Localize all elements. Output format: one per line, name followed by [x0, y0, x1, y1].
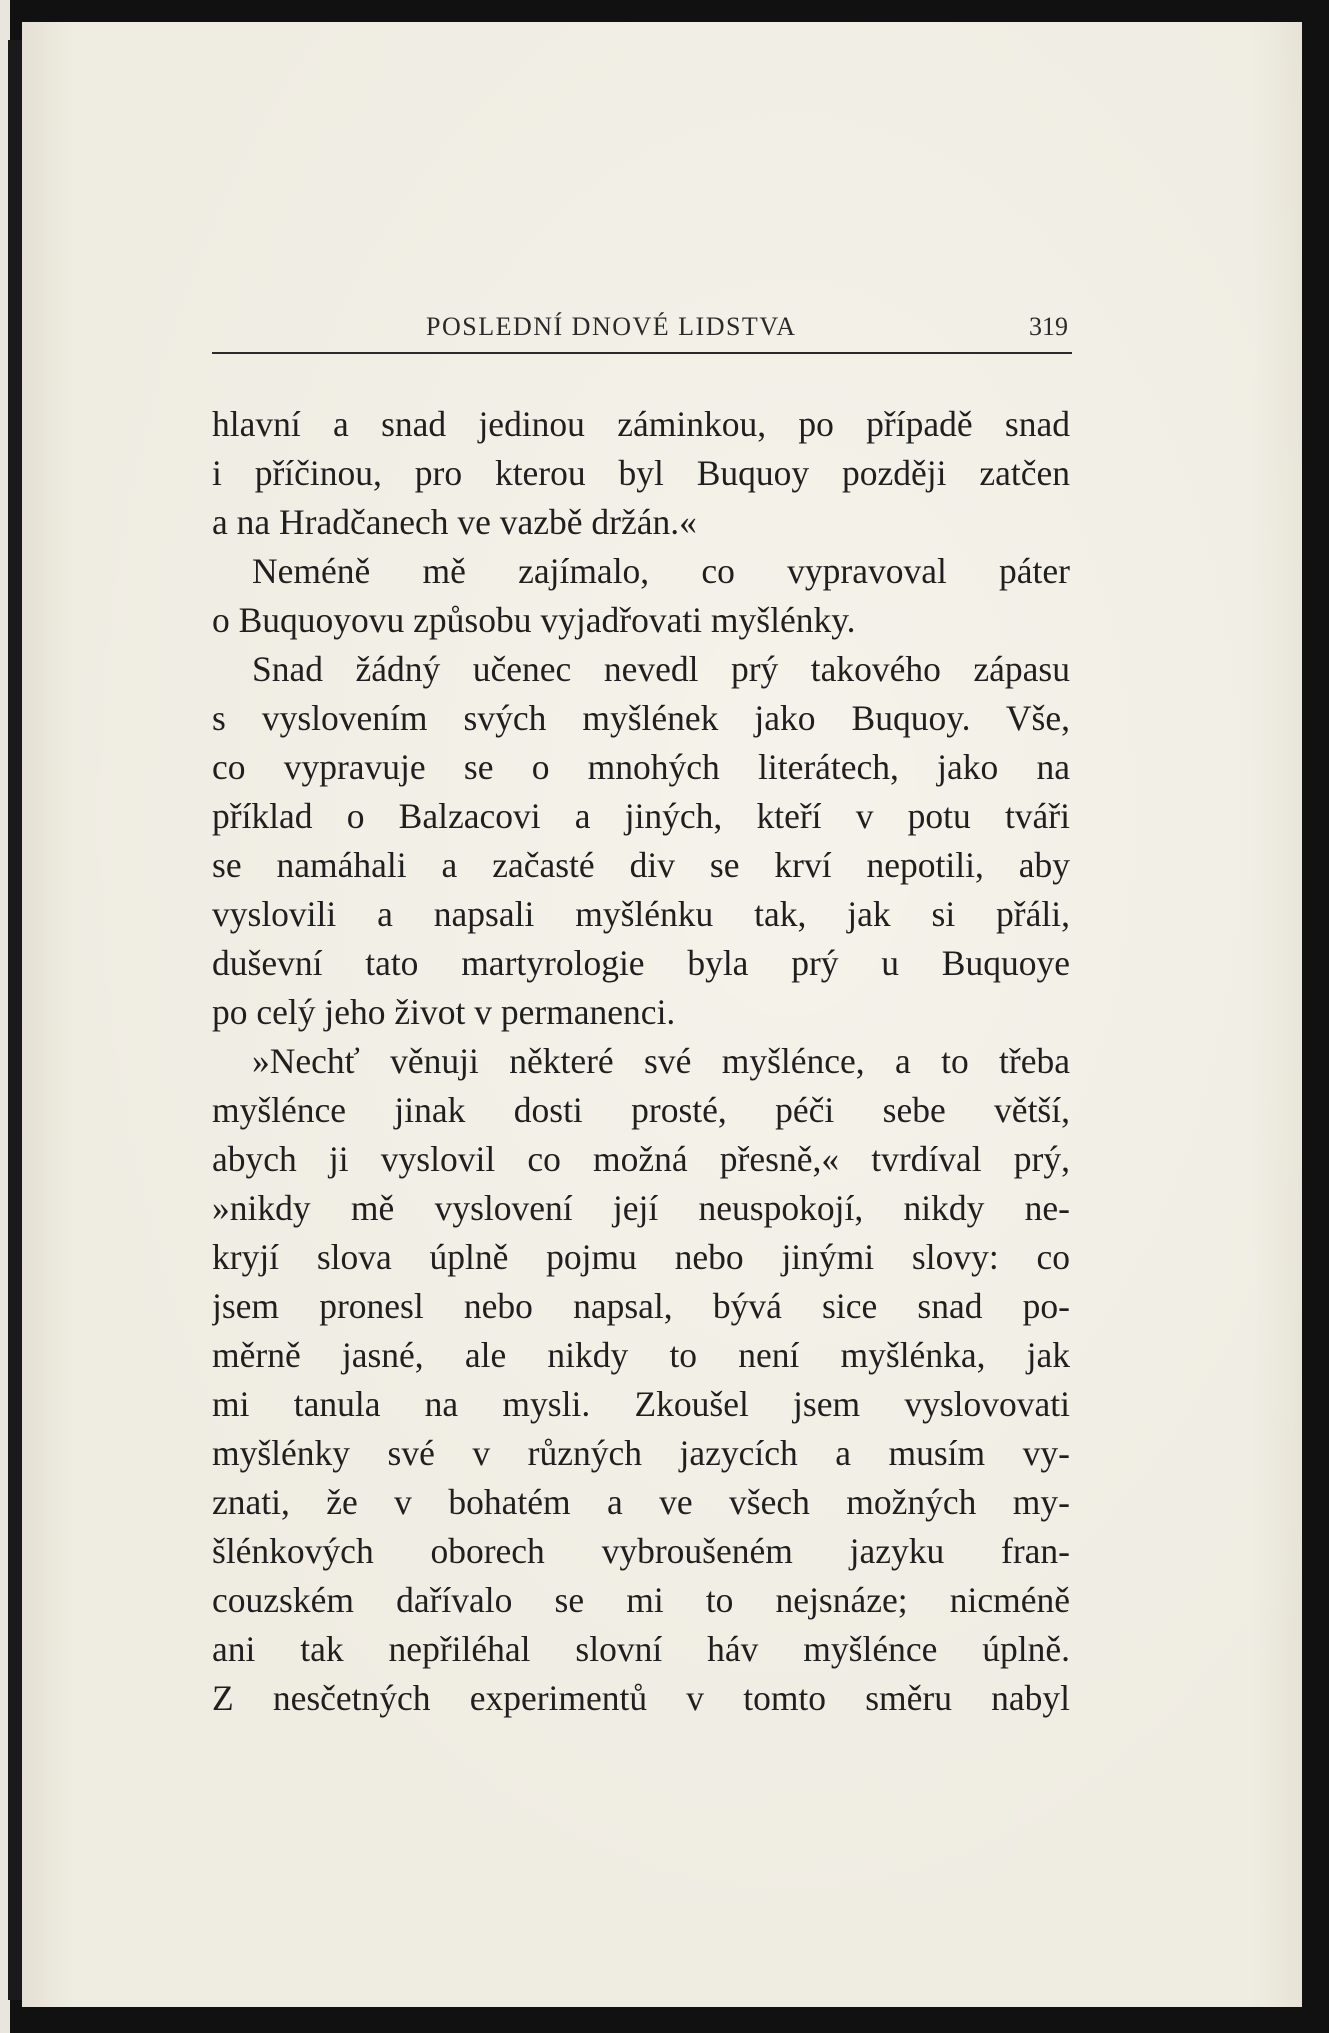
text-line: i příčinou, pro kterou byl Buquoy později zatčen: [212, 453, 1070, 493]
text-line: myšlénky své v různých jazycích a musím vy-: [212, 1433, 1070, 1473]
text-line: se namáhali a začasté div se krví nepotili, aby: [212, 845, 1070, 885]
running-head: [212, 308, 1072, 356]
text-line: duševní tato martyrologie byla prý u Buquoye: [212, 943, 1070, 983]
text-line: o Buquoyovu způsobu vyjadřovati myšlénky.: [212, 600, 856, 640]
header-rule: [212, 352, 1072, 354]
text-line: myšlénce jinak dosti prosté, péči sebe větší,: [212, 1090, 1070, 1130]
text-line: příklad o Balzacovi a jiných, kteří v potu tváři: [212, 796, 1070, 836]
text-line: abych ji vyslovil co možná přesně,« tvrdíval prý,: [212, 1139, 1070, 1179]
text-line: a na Hradčanech ve vazbě držán.«: [212, 502, 697, 542]
text-line: ani tak nepřiléhal slovní háv myšlénce úplně.: [212, 1629, 1070, 1669]
running-title: POSLEDNÍ DNOVÉ LIDSTVA: [426, 312, 797, 341]
text-line: s vyslovením svých myšlének jako Buquoy. Vše,: [212, 698, 1070, 738]
text-line: po celý jeho život v permanenci.: [212, 992, 676, 1032]
spine-shadow: [8, 40, 22, 2000]
text-line: mi tanula na mysli. Zkoušel jsem vyslovovati: [212, 1384, 1070, 1424]
text-line: couzském dařívalo se mi to nejsnáze; nicméně: [212, 1580, 1070, 1620]
text-line: Neméně mě zajímalo, co vypravoval páter: [252, 551, 1070, 591]
text-line: »Nechť věnuji některé své myšlénce, a to třeba: [252, 1041, 1070, 1081]
text-line: »nikdy mě vyslovení její neuspokojí, nikdy ne-: [212, 1188, 1070, 1228]
text-line: Snad žádný učenec nevedl prý takového zápasu: [252, 649, 1070, 689]
text-line: šlénkových oborech vybroušeném jazyku fran-: [212, 1531, 1070, 1571]
text-line: měrně jasné, ale nikdy to není myšlénka, jak: [212, 1335, 1070, 1375]
text-line: Z nesčetných experimentů v tomto směru nabyl: [212, 1678, 1070, 1718]
text-line: znati, že v bohatém a ve všech možných my-: [212, 1482, 1070, 1522]
text-line: co vypravuje se o mnohých literátech, jako na: [212, 747, 1070, 787]
text-line: jsem pronesl nebo napsal, bývá sice snad po-: [212, 1286, 1070, 1326]
body-text: [212, 400, 1070, 1723]
text-line: hlavní a snad jedinou záminkou, po případě snad: [212, 404, 1070, 444]
text-line: vyslovili a napsali myšlénku tak, jak si přáli,: [212, 894, 1070, 934]
page-number: 319: [1029, 312, 1068, 341]
text-line: kryjí slova úplně pojmu nebo jinými slovy: co: [212, 1237, 1070, 1277]
